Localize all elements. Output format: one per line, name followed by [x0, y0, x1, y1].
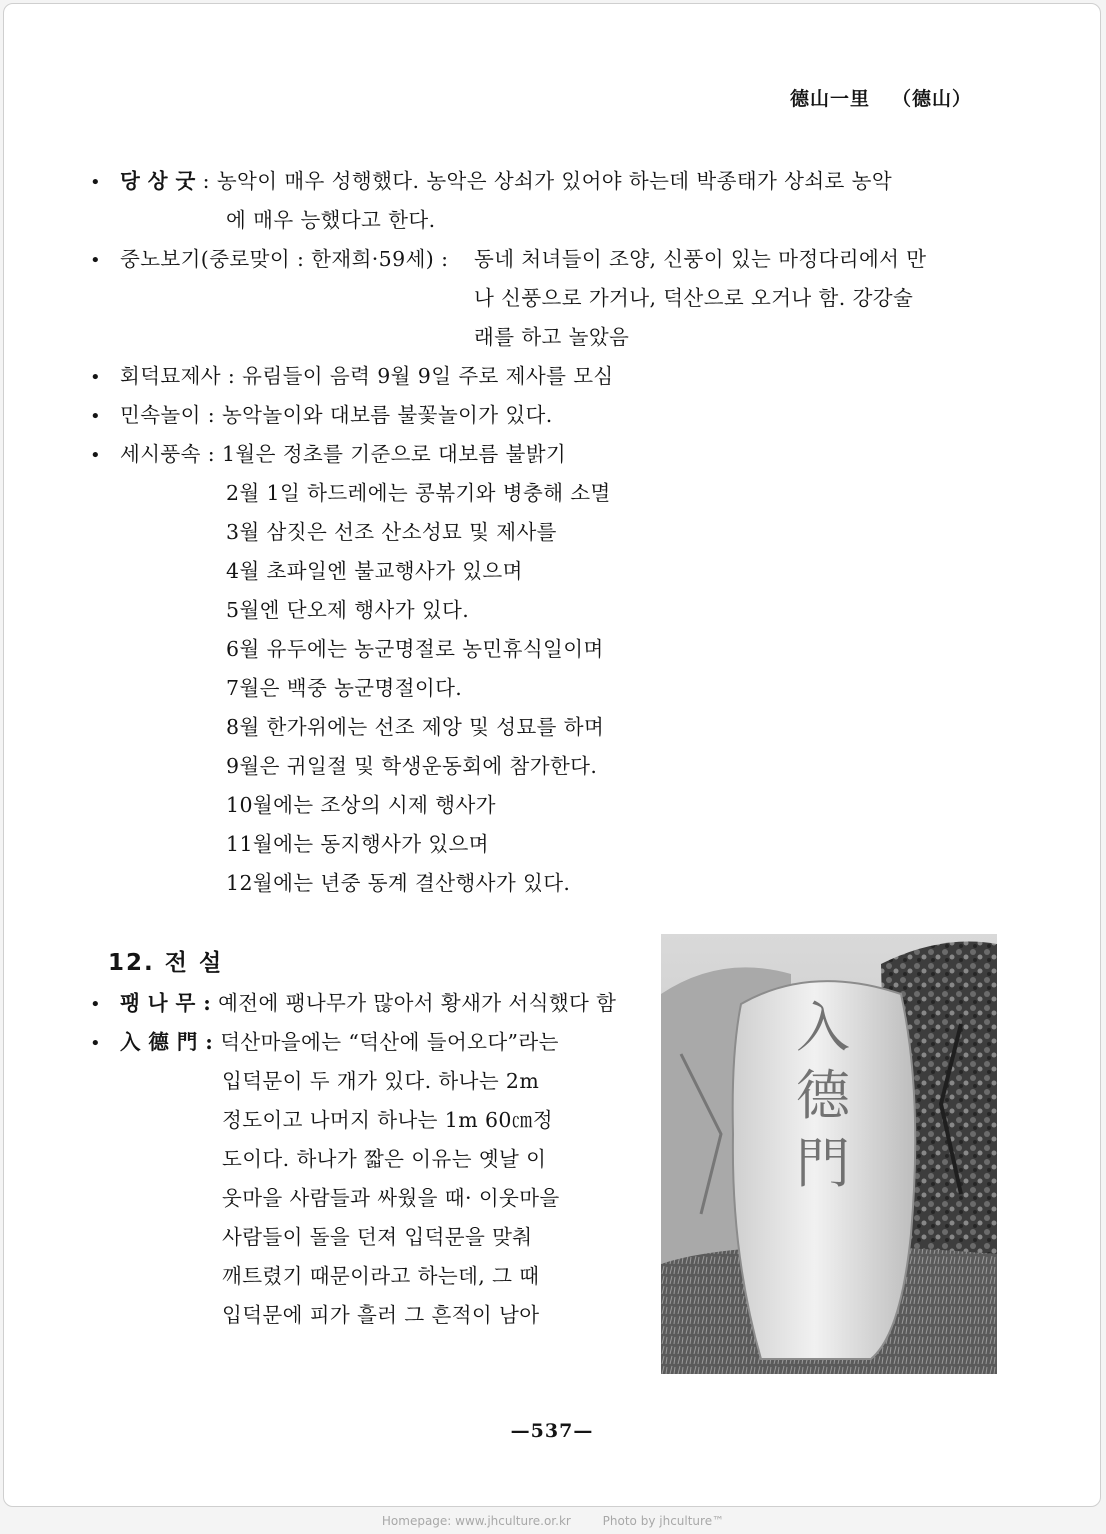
bullet-icon: • — [90, 406, 101, 427]
ipdeokmun-text-1: 덕산마을에는 “덕산에 들어오다”라는 — [220, 1030, 559, 1054]
sesi-month-7: 7월은 백중 농군명절이다. — [226, 676, 463, 700]
sesi-month-12: 12월에는 년중 동계 결산행사가 있다. — [226, 871, 571, 895]
ipdeokmun-text-3: 정도이고 나머지 하나는 1m 60㎝정 — [222, 1108, 553, 1132]
stone-inscription-3: 門 — [796, 1132, 850, 1195]
sesi-month-8: 8월 한가위에는 선조 제앙 및 성묘를 하며 — [226, 715, 605, 739]
ipdeokmun-label: 入 德 門 : — [120, 1030, 214, 1054]
bullet-icon: • — [90, 172, 101, 193]
dangsanggut-text-2: 에 매우 능했다고 한다. — [226, 208, 436, 232]
hoedeok-text: 유림들이 음력 9월 9일 주로 제사를 모심 — [242, 364, 614, 388]
ipdeokmun-text-2: 입덕문이 두 개가 있다. 하나는 2m — [222, 1069, 540, 1093]
ipdeokmun-line-1 — [120, 1029, 559, 1055]
stone-inscription-2: 德 — [796, 1064, 850, 1127]
sesi-month-11: 11월에는 동지행사가 있으며 — [226, 832, 489, 856]
hoedeok-label: 회덕묘제사 : — [120, 364, 236, 388]
sesi-month-1: 1월은 정초를 기준으로 대보름 불밝기 — [221, 442, 567, 466]
minsok-text: 농악놀이와 대보름 불꽃놀이가 있다. — [221, 403, 553, 427]
hoedeok-line — [120, 363, 614, 389]
bullet-icon: • — [90, 367, 101, 388]
paengnamu-text: 예전에 팽나무가 많아서 황새가 서식했다 함 — [218, 991, 617, 1015]
ipdeokmun-text-7: 깨트렸기 때문이라고 하는데, 그 때 — [222, 1264, 540, 1288]
footer — [0, 1514, 1106, 1528]
paengnamu-line — [120, 990, 616, 1016]
ipdeokmun-text-6: 사람들이 돌을 던져 입덕문을 맞춰 — [222, 1225, 533, 1249]
sesi-line-1 — [120, 441, 566, 467]
sesi-month-6: 6월 유두에는 농군명절로 농민휴식일이며 — [226, 637, 604, 661]
ipdeokmun-stone-photo — [661, 934, 997, 1374]
stone-inscription-1: 入 — [796, 996, 850, 1059]
ipdeokmun-text-5: 웃마을 사람들과 싸웠을 때· 이웃마을 — [222, 1186, 560, 1210]
sesi-month-2: 2월 1일 하드레에는 콩볶기와 병충해 소멸 — [226, 481, 611, 505]
header-subtitle: （德山） — [891, 88, 972, 110]
paengnamu-label: 팽 나 무 : — [120, 991, 212, 1015]
sesi-month-10: 10월에는 조상의 시제 행사가 — [226, 793, 496, 817]
bullet-icon: • — [90, 1033, 101, 1054]
footer-homepage[interactable]: Homepage: www.jhculture.or.kr — [381, 1514, 571, 1528]
document-page — [3, 3, 1101, 1507]
bullet-icon: • — [90, 445, 101, 466]
footer-photo-credit: Photo by jhculture™ — [602, 1514, 725, 1528]
minsok-label: 민속놀이 : — [120, 403, 216, 427]
jungnobogi-text-1: 동네 처녀들이 조양, 신풍이 있는 마정다리에서 만 — [474, 247, 927, 271]
jungnobogi-label: 중노보기(중로맞이 : 한재희·59세) : — [120, 247, 449, 271]
header-title: 德山一里 — [789, 88, 870, 110]
page-number: —537— — [510, 1420, 594, 1442]
bullet-icon: • — [90, 994, 101, 1015]
dangsanggut-text-1: 농악이 매우 성행했다. 농악은 상쇠가 있어야 하는데 박종태가 상쇠로 농악 — [216, 169, 893, 193]
sesi-month-5: 5월엔 단오제 행사가 있다. — [226, 598, 470, 622]
ipdeokmun-text-8: 입덕문에 피가 흘러 그 흔적이 남아 — [222, 1303, 540, 1327]
stone-photo-drawing — [661, 934, 997, 1374]
jungnobogi-text-3: 래를 하고 놀았음 — [474, 325, 630, 349]
bullet-icon: • — [90, 250, 101, 271]
minsok-line — [120, 402, 553, 428]
sesi-label: 세시풍속 : — [120, 442, 216, 466]
ipdeokmun-text-4: 도이다. 하나가 짧은 이유는 옛날 이 — [222, 1147, 547, 1171]
sesi-month-4: 4월 초파일엔 불교행사가 있으며 — [226, 559, 523, 583]
jungnobogi-text-2: 나 신풍으로 가거나, 덕산으로 오거나 함. 강강술 — [474, 286, 914, 310]
dangsanggut-line-1: 당 상 굿 : 농악이 매우 성행했다. 농악은 상쇠가 있어야 하는데 박종태가 상쇠로 농악 — [120, 169, 893, 193]
section-title: 12. 전 설 — [108, 950, 224, 976]
sesi-month-3: 3월 삼짓은 선조 산소성묘 및 제사를 — [226, 520, 557, 544]
running-header — [790, 84, 972, 111]
sesi-month-9: 9월은 귀일절 및 학생운동회에 참가한다. — [226, 754, 598, 778]
dangsanggut-label: 당 상 굿 — [120, 169, 196, 193]
